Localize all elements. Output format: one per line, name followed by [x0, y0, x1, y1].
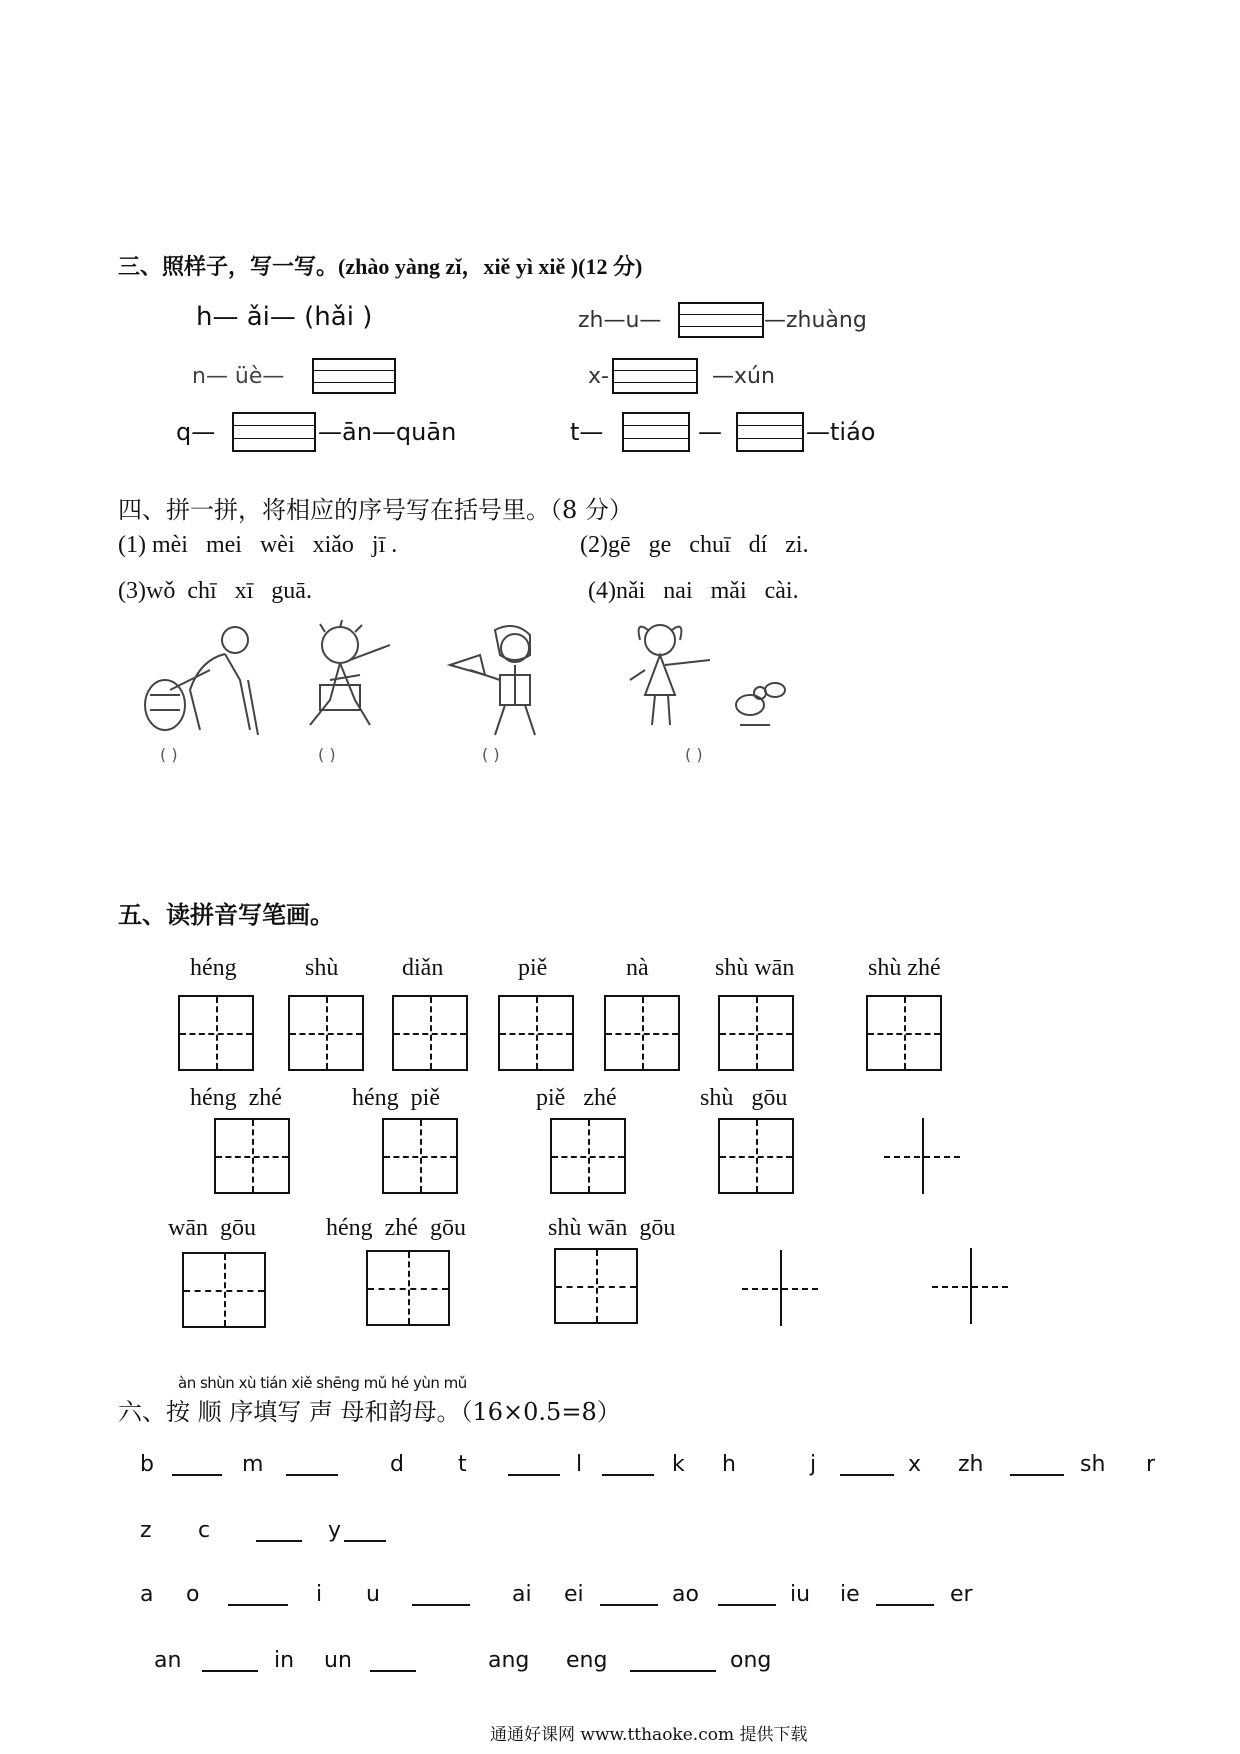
letter: r	[1146, 1452, 1156, 1477]
letter: i	[316, 1582, 323, 1607]
example-1-left: h— ǎi— (hǎi )	[196, 302, 373, 332]
answer-blank[interactable]	[840, 1452, 894, 1476]
answer-box-x[interactable]	[612, 358, 698, 394]
writing-grid[interactable]	[366, 1250, 450, 1326]
writing-grid[interactable]	[718, 995, 794, 1071]
example-2-left: n— üè—	[192, 364, 285, 389]
letter: in	[274, 1648, 295, 1673]
letter: ang	[488, 1648, 530, 1673]
writing-grid[interactable]	[288, 995, 364, 1071]
section-3-title: 三、照样子，写一写。(zhào yàng zǐ，xiě yì xiě )(12 分)	[118, 254, 643, 279]
writing-grid-guide[interactable]	[884, 1118, 960, 1194]
answer-box-nue[interactable]	[312, 358, 396, 394]
stroke-label: shù gōu	[700, 1085, 788, 1111]
girl-feeding-chicks-icon	[620, 615, 800, 735]
example-1-right-prefix: zh—u—	[578, 308, 662, 333]
letter: ie	[840, 1582, 860, 1607]
letter: ei	[564, 1582, 584, 1607]
example-3-right-middle: —	[698, 418, 722, 446]
letter: c	[198, 1518, 211, 1543]
answer-blank[interactable]	[602, 1452, 654, 1476]
example-3-right-suffix: —tiáo	[806, 418, 876, 446]
writing-grid[interactable]	[182, 1252, 266, 1328]
pinyin-ruby: àn shùn xù tián xiě shēng mǔ hé yùn mǔ	[178, 1374, 467, 1392]
writing-grid-guide[interactable]	[742, 1250, 818, 1326]
section-4-title: 四、拼一拼，将相应的序号写在括号里。（8 分）	[118, 496, 633, 524]
writing-grid[interactable]	[392, 995, 468, 1071]
letter: t	[458, 1452, 467, 1477]
letter: d	[390, 1452, 404, 1477]
answer-box-t-2[interactable]	[736, 412, 804, 452]
stroke-label: wān gōu	[168, 1215, 256, 1241]
letter: a	[140, 1582, 154, 1607]
example-3-right-prefix: t—	[570, 418, 604, 446]
writing-grid[interactable]	[550, 1118, 626, 1194]
answer-blank[interactable]	[286, 1452, 338, 1476]
stroke-label: piě zhé	[536, 1085, 617, 1111]
letter: u	[366, 1582, 380, 1607]
letter: b	[140, 1452, 154, 1477]
example-2-right-prefix: x-	[588, 364, 609, 389]
answer-paren-2[interactable]: ( )	[318, 745, 336, 764]
boy-playing-flute-icon	[280, 620, 410, 740]
stroke-label: héng piě	[352, 1085, 440, 1111]
answer-blank[interactable]	[228, 1582, 288, 1606]
writing-grid[interactable]	[178, 995, 254, 1071]
answer-blank[interactable]	[202, 1648, 258, 1672]
answer-blank[interactable]	[718, 1582, 776, 1606]
letter: an	[154, 1648, 182, 1673]
answer-blank[interactable]	[412, 1582, 470, 1606]
section-6-title: 六、按 顺 序填写 声 母和韵母。（16×0.5=8）	[118, 1398, 621, 1426]
stroke-label: héng zhé	[190, 1085, 282, 1111]
answer-blank[interactable]	[1010, 1452, 1064, 1476]
letter: h	[722, 1452, 736, 1477]
letter: sh	[1080, 1452, 1106, 1477]
answer-paren-1[interactable]: ( )	[160, 745, 178, 764]
example-2-right-suffix: —xún	[712, 364, 775, 389]
sentence-2: (2)gē ge chuī dí zi.	[580, 532, 809, 558]
stroke-label: shù wān gōu	[548, 1215, 676, 1241]
letter: o	[186, 1582, 200, 1607]
writing-grid[interactable]	[214, 1118, 290, 1194]
letter: m	[242, 1452, 264, 1477]
answer-blank[interactable]	[876, 1582, 934, 1606]
answer-blank[interactable]	[508, 1452, 560, 1476]
stroke-label: nà	[626, 955, 649, 981]
writing-grid[interactable]	[382, 1118, 458, 1194]
answer-blank[interactable]	[370, 1648, 416, 1672]
child-with-watermelon-icon	[440, 620, 570, 740]
stroke-label: piě	[518, 955, 548, 981]
letter: ao	[672, 1582, 699, 1607]
answer-blank[interactable]	[256, 1518, 302, 1542]
writing-grid[interactable]	[718, 1118, 794, 1194]
stroke-label: héng	[190, 955, 237, 981]
sentence-3: (3)wǒ chī xī guā.	[118, 578, 312, 604]
writing-grid-guide[interactable]	[932, 1248, 1008, 1324]
answer-box-zhuang[interactable]	[678, 302, 764, 338]
answer-paren-3[interactable]: ( )	[482, 745, 500, 764]
stroke-label: shù	[305, 955, 339, 981]
writing-grid[interactable]	[498, 995, 574, 1071]
sentence-4: (4)nǎi nai mǎi cài.	[588, 578, 799, 604]
letter: y	[328, 1518, 342, 1543]
letter: zh	[958, 1452, 984, 1477]
stroke-label: héng zhé gōu	[326, 1215, 466, 1241]
writing-grid[interactable]	[554, 1248, 638, 1324]
answer-box-t-1[interactable]	[622, 412, 690, 452]
letter: iu	[790, 1582, 811, 1607]
answer-blank[interactable]	[172, 1452, 222, 1476]
stroke-label: diǎn	[402, 955, 444, 981]
letter: er	[950, 1582, 973, 1607]
sentence-1: (1) mèi mei wèi xiǎo jī .	[118, 532, 398, 558]
answer-blank[interactable]	[630, 1648, 716, 1672]
answer-blank[interactable]	[600, 1582, 658, 1606]
example-3-left-prefix: q—	[176, 418, 216, 446]
stroke-label: shù wān	[715, 955, 795, 981]
letter: ong	[730, 1648, 772, 1673]
grandmother-with-basket-icon	[130, 620, 270, 740]
letter: un	[324, 1648, 352, 1673]
example-3-left-suffix: —ān—quān	[318, 418, 457, 446]
answer-box-q[interactable]	[232, 412, 316, 452]
section-5-title: 五、读拼音写笔画。	[118, 900, 334, 929]
letter: j	[810, 1452, 817, 1477]
example-1-right-suffix: —zhuàng	[764, 308, 867, 333]
footer-credit: 通通好课网 www.tthaoke.com 提供下载	[490, 1725, 808, 1745]
answer-blank[interactable]	[344, 1518, 386, 1542]
letter: l	[576, 1452, 583, 1477]
stroke-label: shù zhé	[868, 955, 941, 981]
writing-grid[interactable]	[604, 995, 680, 1071]
letter: x	[908, 1452, 922, 1477]
answer-paren-4[interactable]: ( )	[685, 745, 703, 764]
letter: z	[140, 1518, 152, 1543]
writing-grid[interactable]	[866, 995, 942, 1071]
letter: ai	[512, 1582, 532, 1607]
letter: k	[672, 1452, 685, 1477]
letter: eng	[566, 1648, 608, 1673]
